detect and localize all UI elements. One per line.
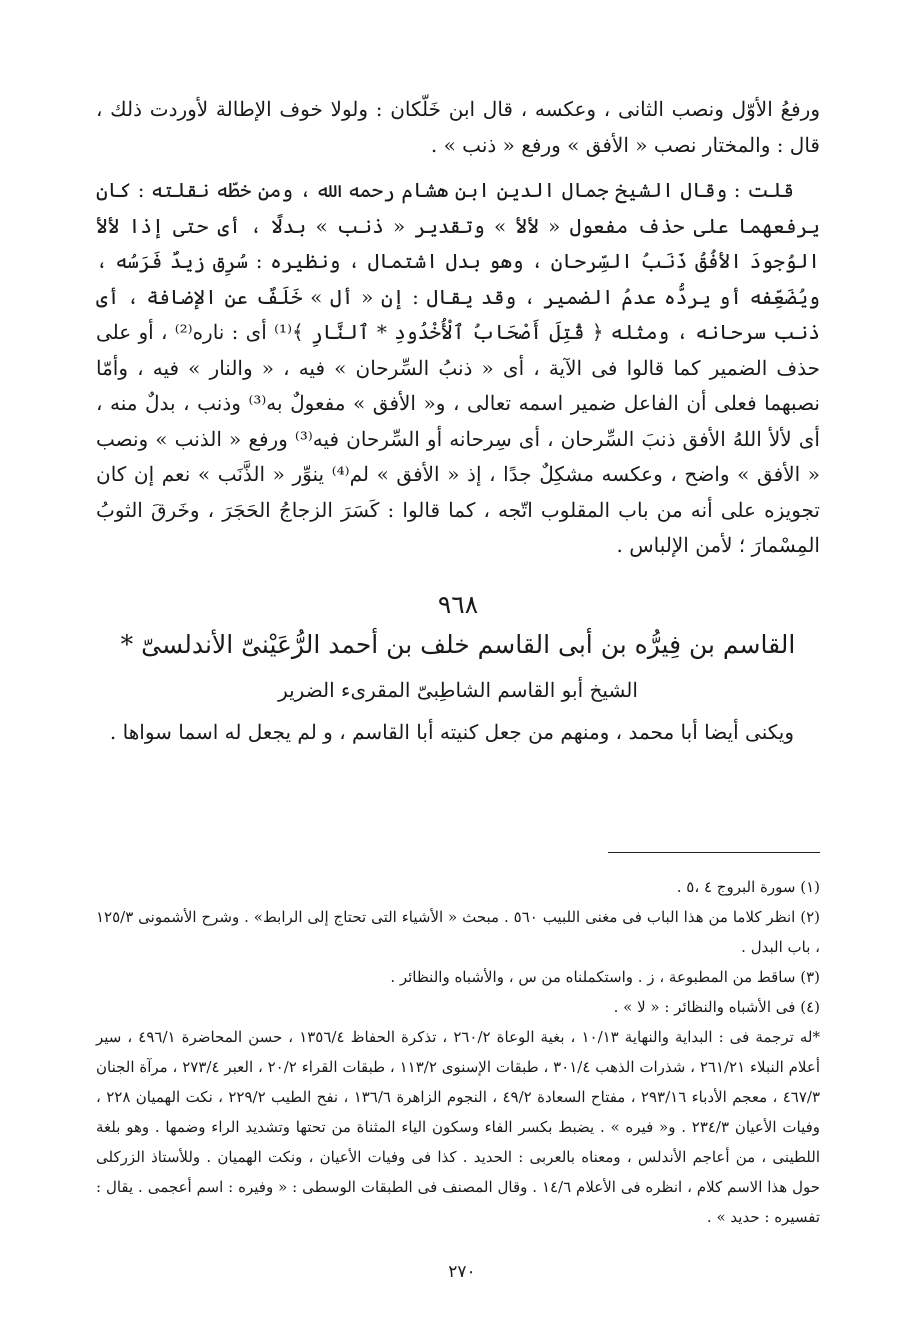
paragraph-1: ورفعُ الأوّل ونصب الثانى ، وعكسه ، قال ابن خَلّكان : ولولا خوف الإطالة لأوردت ذلك ، قال : والمختار نصب « الأفق » ورفع « ذنب » . xyxy=(96,97,820,157)
page-number: ٢٧٠ xyxy=(448,1262,476,1282)
entry-name: القاسم بن فِيرُّه بن أبى القاسم خلف بن أحمد الرُّعَيْنىّ الأندلسىّ * xyxy=(120,629,796,659)
biography-note: *له ترجمة فى : البداية والنهاية ١٠/١٣ ، بغية الوعاة ٢٦٠/٢ ، تذكرة الحفاظ ١٣٥٦/٤ ، حسن المحاضرة ٤٩٦/١ ، سير أعلام النبلاء ٢٦١/٢١ ، شذرات الذهب ٣٠١/٤ ، طبقات الإسنوى ١١٣/٢ ، طبقات القراء ٢٠/٢ ، العبر ٢٧٣/٤ ، مرآة الجنان ٤٦٧/٣ ، معجم الأدباء ٢٩٣/١٦ ، مفتاح السعادة ٤٩/٢ ، النجوم الزاهرة ١٣٦/٦ ، نفح الطيب ٢٢٩/٢ ، نكت الهميان ٢٢٨ ، وفيات الأعيان ٢٣٤/٣ . و« فيره » . يضبط بكسر الفاء وسكون الياء المثناة من تحتها وتشديد الراء وضمها . وهو بلغة اللطينى ، من أعاجم الأندلس ، ومعناه بالعربى : الحديد . كذا فى وفيات الأعيان ، ونكت الهميان . وللأستاذ الزركلى حول هذا الاسم كلام ، انظره فى الأعلام ١٤/٦ . وقال المصنف فى الطبقات الوسطى : « وفيره : اسم أعجمى . يقال : تفسيره : حديد » . xyxy=(96,1028,821,1226)
footnote-divider xyxy=(608,852,820,853)
footnote-2: (٢) انظر كلاما من هذا الباب فى مغنى اللبيب ٥٦٠ . مبحث « الأشياء التى تحتاج إلى الرابط» . وشرح الأشمونى ١٢٥/٣ ، باب البدل . xyxy=(96,908,821,956)
entry-kunya: ويكنى أيضا أبا محمد ، ومنهم من جعل كنيته أبا القاسم ، و لم يجعل له اسما سواها . xyxy=(109,719,794,744)
entry-title: الشيخ أبو القاسم الشاطِبىّ المقرىء الضرير xyxy=(278,677,638,702)
footnotes xyxy=(96,872,820,1232)
footnote-1: (١) سورة البروج ٤ ،٥ . xyxy=(676,878,820,896)
main-text xyxy=(96,92,820,749)
paragraph-2: قلت : وقال الشيخ جمال الدين ابن هشام رحمه الله ، ومن خطّه نقلته : كان يرفعهما على حذف مفعول « لألأ » وتقدير « ذنب » بدلًا ، أى حتى إذا لألأ الوُجودَ الأفُقُ ذَنَبُ السِّرحان ، وهو بدل اشتمال ، ونظيره : سُرِق زيدٌ فَرَسُه ، ويُضَعِّفه أو يردُّه عدمُ الضمير ، وقد يقال : إن « أل » خَلَفٌ عن الإضافة ، أى ذنب سرحانه ، ومثله ﴿ قُتِلَ أَصْحَابُ ٱلْأُخْدُودِ * ٱلنَّارِ ﴾⁽¹⁾ أى : ناره⁽²⁾ ، أو على حذف الضمير كما قالوا فى الآية ، أى « ذنبُ السِّرحان » فيه ، « والنار » فيه ، وأمّا نصبهما فعلى أن الفاعل ضمير اسمه تعالى ، و« الأفق » مفعولٌ به⁽³⁾ وذنب ، بدلٌ منه ، أى لألأ اللهُ الأفق ذنبَ السِّرحان ، أى سِرحانه أو السِّرحان فيه⁽³⁾ ورفع « الذنب » ونصب « الأفق » واضح ، وعكسه مشكِلٌ جدًا ، إذ « الأفق » لم⁽⁴⁾ ينوِّر « الذَّنَب » نعم إن كان تجويزه على أنه من باب المقلوب اتّجه ، كما قالوا : كَسَرَ الزجاجُ الحَجَرَ ، وخَرقَ الثوبُ المِسْمارَ ؛ لأمن الإلباس . xyxy=(96,178,820,557)
footnote-3: (٣) ساقط من المطبوعة ، ز . واستكملناه من س ، والأشباه والنظائر . xyxy=(390,968,820,986)
entry-number: ٩٦٨ xyxy=(437,589,479,619)
footnote-4: (٤) فى الأشباه والنظائر : « لا » . xyxy=(613,998,820,1016)
